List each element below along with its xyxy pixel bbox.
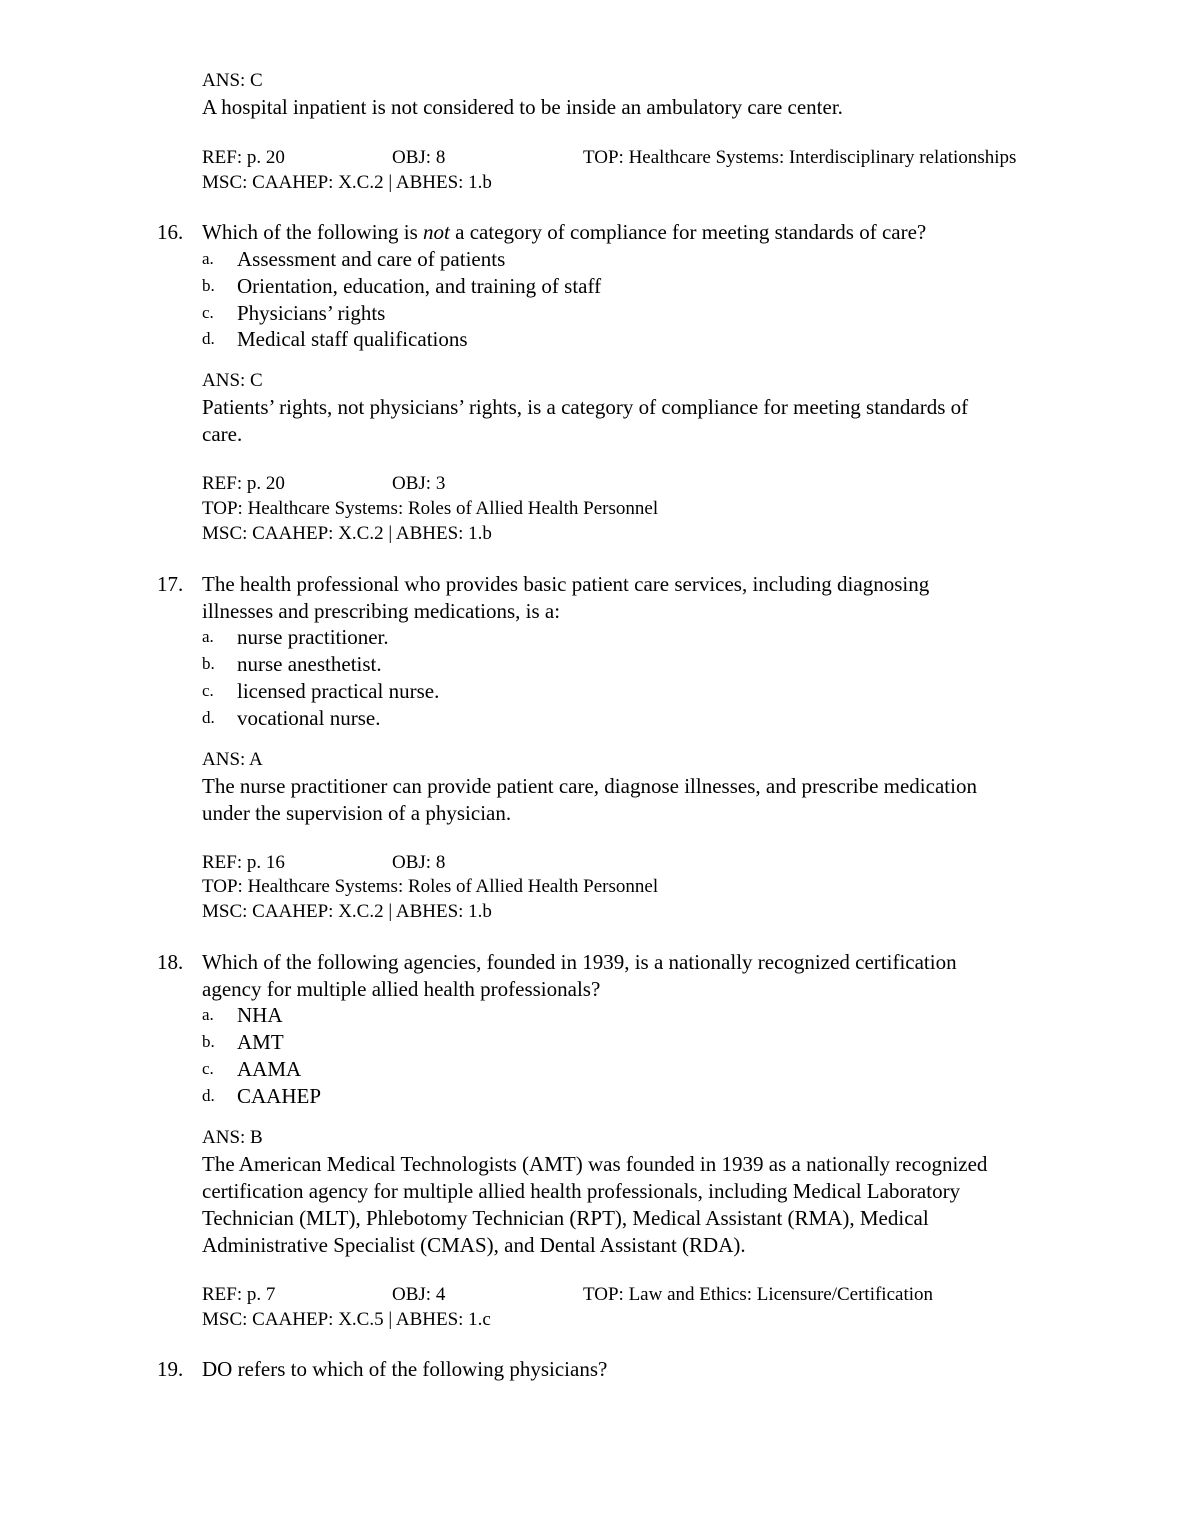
q15-obj: OBJ: 8	[392, 147, 446, 168]
q18-rationale-line-4: Administrative Specialist (CMAS), and Dental Assistant (RDA).	[202, 1233, 746, 1257]
q16-stem-after: a category of compliance for meeting standards of care?	[449, 220, 927, 244]
q17-rationale-line-1: The nurse practitioner can provide patient care, diagnose illnesses, and prescribe medication	[202, 774, 977, 798]
q17-stem-line-1: The health professional who provides basic patient care services, including diagnosing	[202, 572, 930, 596]
q18-obj: OBJ: 4	[392, 1284, 446, 1305]
q17-option-c: licensed practical nurse.	[237, 679, 440, 703]
q16-option-d: Medical staff qualifications	[237, 327, 468, 351]
q16-msc: MSC: CAAHEP: X.C.2 | ABHES: 1.b	[202, 523, 492, 544]
q18-ref: REF: p. 7	[202, 1284, 276, 1305]
q18-answer: ANS: B	[202, 1127, 263, 1148]
q19-number: 19.	[157, 1357, 184, 1381]
q18-stem-line-2: agency for multiple allied health professionals?	[202, 977, 601, 1001]
q18-option-a-letter: a.	[202, 1005, 214, 1024]
q18-option-d-letter: d.	[202, 1086, 215, 1105]
q17-answer: ANS: A	[202, 749, 263, 770]
q17-option-a-letter: a.	[202, 627, 214, 646]
q17-rationale-line-2: under the supervision of a physician.	[202, 801, 512, 825]
q16-number: 16.	[157, 220, 184, 244]
q16-option-d-letter: d.	[202, 329, 215, 348]
q16-option-a: Assessment and care of patients	[237, 247, 506, 271]
q16-option-b-letter: b.	[202, 276, 215, 295]
q17-option-d: vocational nurse.	[237, 706, 381, 730]
q15-topic: TOP: Healthcare Systems: Interdisciplinary relationships	[583, 147, 1017, 168]
q18-option-b-letter: b.	[202, 1032, 215, 1051]
q18-msc: MSC: CAAHEP: X.C.5 | ABHES: 1.c	[202, 1309, 491, 1330]
q17-option-b-letter: b.	[202, 654, 215, 673]
q19-stem: DO refers to which of the following physicians?	[202, 1357, 608, 1381]
q16-option-a-letter: a.	[202, 249, 214, 268]
q16-topic: TOP: Healthcare Systems: Roles of Allied Health Personnel	[202, 498, 659, 519]
q16-stem	[202, 219, 926, 246]
q18-option-a: NHA	[237, 1003, 283, 1027]
q15-msc: MSC: CAAHEP: X.C.2 | ABHES: 1.b	[202, 172, 492, 193]
q18-option-d: CAAHEP	[237, 1084, 322, 1108]
q16-ref: REF: p. 20	[202, 473, 285, 494]
q16-rationale-line-1: Patients’ rights, not physicians’ rights, is a category of compliance for meeting standards of	[202, 395, 969, 419]
q17-number: 17.	[157, 572, 184, 596]
q17-obj: OBJ: 8	[392, 852, 446, 873]
q16-obj: OBJ: 3	[392, 473, 446, 494]
q15-rationale: A hospital inpatient is not considered to be inside an ambulatory care center.	[202, 95, 843, 119]
q18-topic: TOP: Law and Ethics: Licensure/Certification	[583, 1284, 933, 1305]
q16-option-b: Orientation, education, and training of staff	[237, 274, 602, 298]
q15-ref: REF: p. 20	[202, 147, 285, 168]
q17-option-c-letter: c.	[202, 681, 214, 700]
q17-msc: MSC: CAAHEP: X.C.2 | ABHES: 1.b	[202, 901, 492, 922]
q17-stem-line-2: illnesses and prescribing medications, is a:	[202, 599, 561, 623]
q17-topic: TOP: Healthcare Systems: Roles of Allied Health Personnel	[202, 876, 659, 897]
q17-option-d-letter: d.	[202, 708, 215, 727]
q18-rationale-line-3: Technician (MLT), Phlebotomy Technician (RPT), Medical Assistant (RMA), Medical	[202, 1206, 929, 1230]
q18-rationale-line-2: certification agency for multiple allied health professionals, including Medical Laboratory	[202, 1179, 961, 1203]
q18-rationale-line-1: The American Medical Technologists (AMT) was founded in 1939 as a nationally recognized	[202, 1152, 988, 1176]
q18-number: 18.	[157, 950, 184, 974]
q18-option-b: AMT	[237, 1030, 284, 1054]
q16-answer: ANS: C	[202, 370, 263, 391]
q17-option-b: nurse anesthetist.	[237, 652, 382, 676]
q15-answer: ANS: C	[202, 70, 263, 91]
q17-option-a: nurse practitioner.	[237, 625, 389, 649]
q18-option-c: AAMA	[237, 1057, 302, 1081]
q16-option-c: Physicians’ rights	[237, 301, 386, 325]
q16-rationale-line-2: care.	[202, 422, 243, 446]
q16-option-c-letter: c.	[202, 303, 214, 322]
q18-stem-line-1: Which of the following agencies, founded in 1939, is a nationally recognized certification	[202, 950, 957, 974]
q17-ref: REF: p. 16	[202, 852, 285, 873]
q18-option-c-letter: c.	[202, 1059, 214, 1078]
q16-stem-before: Which of the following is	[202, 220, 424, 244]
q16-stem-italic: not	[423, 220, 450, 244]
